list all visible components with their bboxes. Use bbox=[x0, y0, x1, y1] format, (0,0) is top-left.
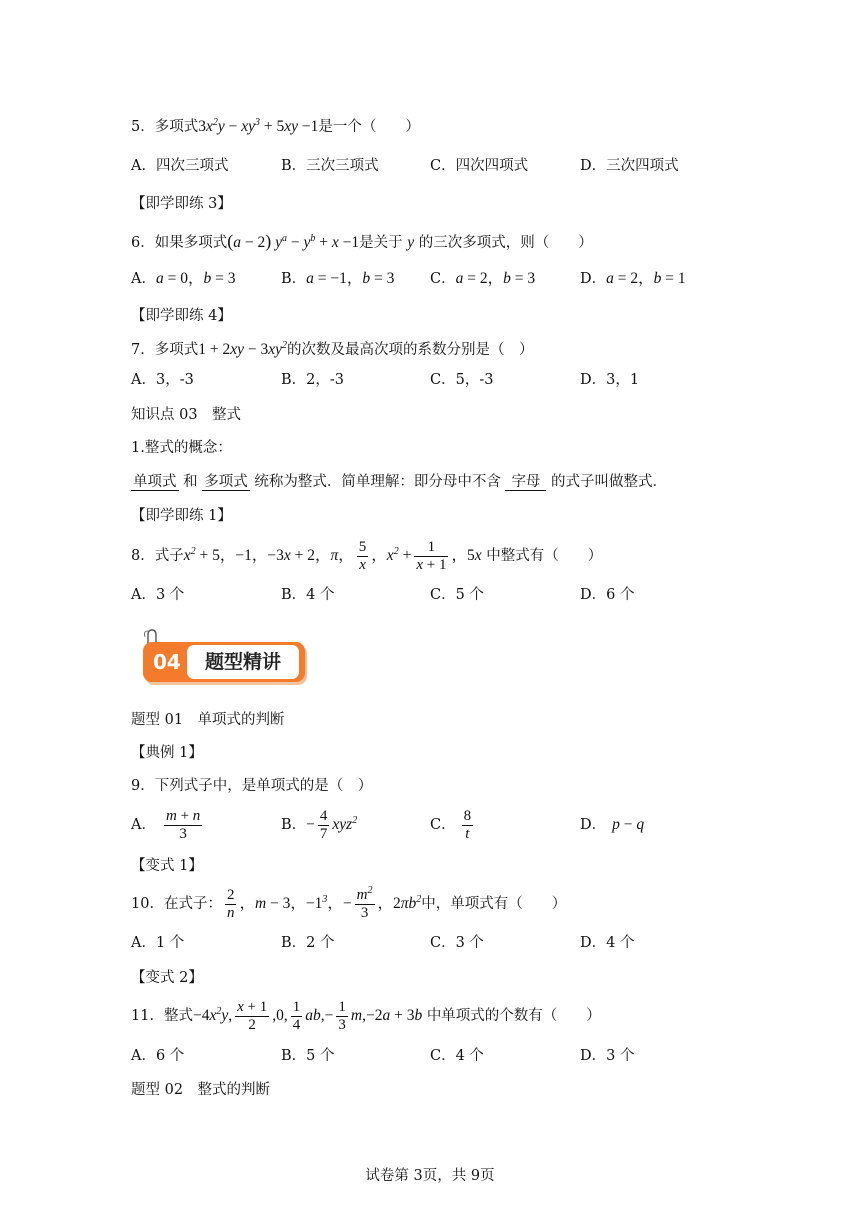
q7-option-a: A．3，-3 bbox=[131, 372, 194, 388]
drill-3-label: 【即学即练 3】 bbox=[131, 196, 232, 212]
q11-option-d: D．3 个 bbox=[580, 1048, 635, 1064]
q5-option-b: B．三次三项式 bbox=[281, 158, 379, 174]
blank-letter: 字母 bbox=[505, 474, 546, 491]
blank-monomial: 单项式 bbox=[133, 474, 177, 490]
question-8-expressions: $x^2 + 5$，−1，−3x + 2，π， $\frac{5}{x}$ ，$x^2$ + $\frac{1}{x + 1}$ ，5x bbox=[183, 538, 482, 573]
section-banner bbox=[139, 628, 307, 684]
question-10-prefix: 10．在式子： bbox=[131, 896, 222, 912]
type-02-title: 题型 02 整式的判断 bbox=[131, 1082, 271, 1098]
question-7-prefix: 7．多项式 bbox=[131, 342, 199, 358]
question-6-formula: (a − 2) $y^a - y^b + x -1$ bbox=[227, 231, 360, 251]
question-8-suffix: 中整式有（ ） bbox=[486, 548, 603, 564]
q7-option-b: B．2，-3 bbox=[281, 372, 345, 388]
question-6-prefix: 6．如果多项式 bbox=[131, 235, 228, 251]
question-9-stem: 9．下列式子中，是单项式的是（ ） bbox=[131, 778, 373, 794]
question-5-prefix: 5．多项式 bbox=[131, 119, 199, 135]
q5-option-d: D．三次四项式 bbox=[580, 158, 679, 174]
q11-option-a: A．6 个 bbox=[131, 1048, 185, 1064]
banner-number: 04 bbox=[153, 650, 181, 674]
q11-option-c: C．4 个 bbox=[430, 1048, 484, 1064]
question-8-prefix: 8．式子 bbox=[131, 548, 184, 564]
q8-option-c: C．5 个 bbox=[430, 587, 484, 603]
banner-box bbox=[143, 642, 305, 682]
banner-pill bbox=[187, 645, 299, 679]
example-1-label: 【典例 1】 bbox=[131, 745, 203, 761]
question-6-suffix: 的三次多项式，则（ ） bbox=[418, 235, 593, 251]
concept-heading: 1.整式的概念： bbox=[131, 440, 232, 456]
type-01-title: 题型 01 单项式的判断 bbox=[131, 712, 285, 728]
q9-option-a: A． $\frac{m + n}{3}$ bbox=[131, 807, 201, 842]
q11-option-b: B．5 个 bbox=[281, 1048, 335, 1064]
question-8 bbox=[131, 538, 602, 574]
q5-option-a: A．四次三项式 bbox=[131, 158, 229, 174]
q7-option-c: C．5，-3 bbox=[430, 372, 494, 388]
question-7-suffix: 的次数及最高次项的系数分别是（ ） bbox=[287, 342, 534, 358]
q6-option-a: A．a = 0，b = 3 bbox=[131, 270, 236, 287]
question-6-var: y bbox=[407, 234, 415, 251]
question-10-suffix: 中，单项式有（ ） bbox=[421, 896, 567, 912]
q10-option-a: A．1 个 bbox=[131, 935, 185, 951]
q6-option-b: B．a = −1，b = 3 bbox=[281, 270, 395, 287]
concept-definition: 单项式 和 多项式 统称为整式．简单理解：即分母中不含 字母 的式子叫做整式． bbox=[133, 474, 668, 490]
question-6-middle: 是关于 bbox=[359, 235, 403, 251]
q7-option-d: D．3，1 bbox=[580, 372, 640, 388]
question-11-expressions: $-4x^2y$, $\frac{x + 1}{2}$ ,0, $\frac{1}{4}$ ab,− $\frac{1}{3}$ m,−2a + 3b bbox=[192, 998, 423, 1033]
question-5-suffix: 是一个（ ） bbox=[318, 119, 420, 135]
variant-2-label: 【变式 2】 bbox=[131, 970, 203, 986]
q9-option-b: B．− $\frac{4}{7}$ xyz$^2$ bbox=[281, 807, 358, 842]
question-10-expressions: $\frac{2}{n}$ ，m − 3，$-1^3$，− $\frac{m^2}{3}$ ，$2\pi b^2$ bbox=[226, 884, 422, 921]
page-footer: 试卷第 3页，共 9页 bbox=[365, 1168, 495, 1184]
q9-option-c: C． $\frac{8}{t}$ bbox=[430, 807, 472, 842]
q10-option-d: D．4 个 bbox=[580, 935, 635, 951]
banner-title: 题型精讲 bbox=[204, 651, 281, 673]
question-7 bbox=[131, 340, 534, 360]
question-10 bbox=[131, 886, 566, 922]
question-11-suffix: 中单项式的个数有（ ） bbox=[426, 1008, 601, 1024]
question-6 bbox=[131, 231, 593, 253]
q9-option-d: D． p − q bbox=[580, 816, 645, 833]
drill-1-label: 【即学即练 1】 bbox=[131, 508, 232, 524]
q10-option-b: B．2 个 bbox=[281, 935, 335, 951]
q8-option-d: D．6 个 bbox=[580, 587, 635, 603]
question-11 bbox=[131, 998, 601, 1034]
q10-option-c: C．3 个 bbox=[430, 935, 484, 951]
question-5-formula: $3x^2y - xy^3 + 5xy -1$ bbox=[198, 117, 319, 135]
knowledge-point-03-title: 知识点 03 整式 bbox=[131, 407, 242, 423]
blank-polynomial: 多项式 bbox=[204, 474, 248, 490]
question-7-formula: $1 + 2xy - 3xy^2$ bbox=[198, 340, 288, 358]
question-5 bbox=[131, 117, 420, 137]
q5-option-c: C．四次四项式 bbox=[430, 158, 529, 174]
q6-option-c: C．a = 2，b = 3 bbox=[430, 270, 536, 287]
q8-option-a: A．3 个 bbox=[131, 587, 185, 603]
question-11-prefix: 11．整式 bbox=[131, 1008, 193, 1024]
q8-option-b: B．4 个 bbox=[281, 587, 335, 603]
drill-4-label: 【即学即练 4】 bbox=[131, 308, 232, 324]
variant-1-label: 【变式 1】 bbox=[131, 858, 203, 874]
q6-option-d: D．a = 2，b = 1 bbox=[580, 270, 686, 287]
